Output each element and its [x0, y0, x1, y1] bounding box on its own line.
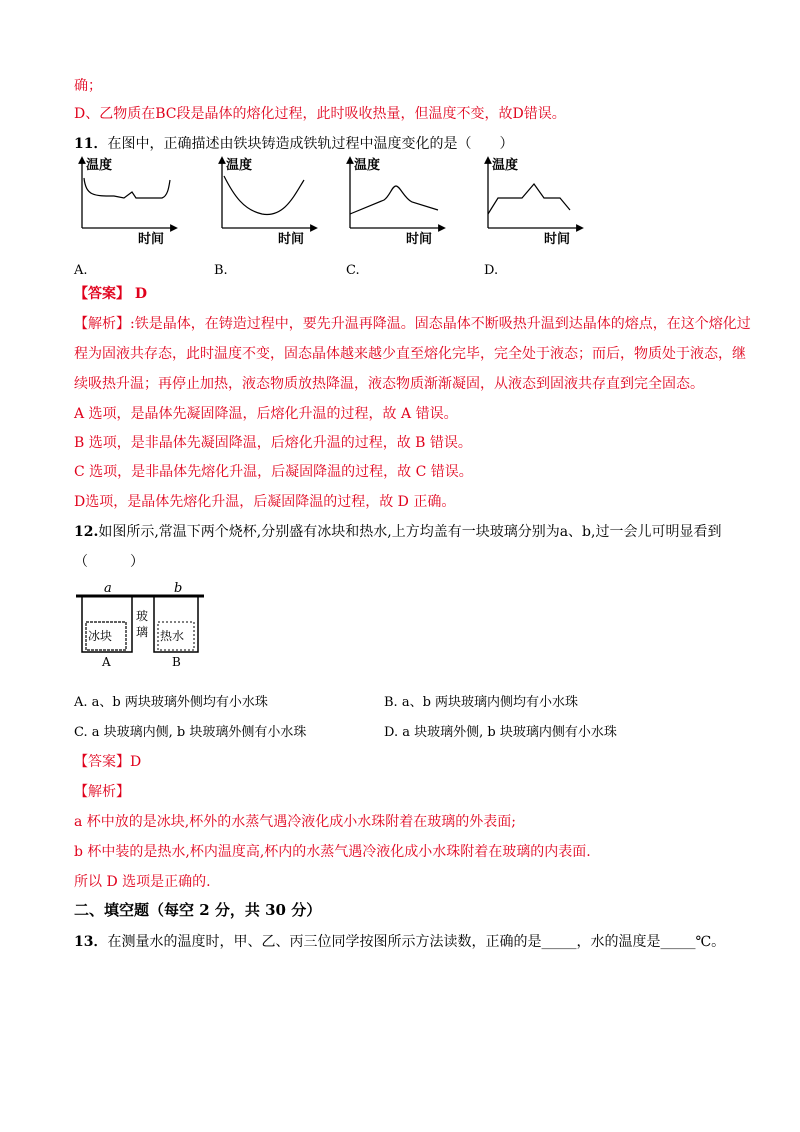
- q11-analysis-1: 【解析】:铁是晶体，在铸造过程中，要先升温再降温。固态晶体不断吸热升温到达晶体的熔点，在这个熔化过: [74, 316, 751, 332]
- q12-explain-2: b 杯中装的是热水,杯内温度高,杯内的水蒸气遇冷液化成小水珠附着在玻璃的内表面.: [74, 844, 591, 860]
- glass-b-label: b: [174, 581, 183, 596]
- glass-a-label: a: [104, 581, 112, 596]
- q11-answer: 【答案】 D: [74, 286, 148, 302]
- q12-option-b: B. a、b 两块玻璃内侧均有小水珠: [384, 695, 579, 710]
- section-heading: 二、填空题（每空 2 分，共 30 分）: [74, 901, 322, 919]
- ice-label: 冰块: [88, 629, 113, 643]
- question-number: 11．: [74, 136, 108, 152]
- question-number: 12.: [74, 524, 99, 540]
- q11-explain-b: B 选项，是非晶体先凝固降温，后熔化升温的过程，故 B 错误。: [74, 435, 472, 451]
- glass-word-2: 璃: [136, 625, 149, 639]
- q11-option-d: D.: [484, 263, 499, 278]
- q12-option-c: C. a 块玻璃内侧, b 块玻璃外侧有小水珠: [74, 725, 307, 740]
- beaker-b-label: B: [172, 655, 181, 669]
- q12-option-d: D. a 块玻璃外侧, b 块玻璃内侧有小水珠: [384, 725, 617, 740]
- q11-option-c: C.: [346, 263, 360, 278]
- graph-a: [82, 157, 174, 247]
- y-label: 温度: [86, 158, 113, 173]
- q11-analysis-3: 续吸热升温；再停止加热，液态物质放热降温，液态物质渐渐凝固，从液态到固液共存直到完全固态。: [74, 376, 704, 392]
- beaker-a: [82, 596, 132, 669]
- question-12-paren: （ ）: [74, 554, 144, 570]
- q11-explain-c: C 选项，是非晶体先熔化升温，后凝固降温的过程，故 C 错误。: [74, 464, 473, 480]
- x-label: 时间: [278, 232, 305, 247]
- q12-option-a: A. a、b 两块玻璃外侧均有小水珠: [74, 695, 268, 710]
- beaker-b: [154, 596, 198, 669]
- x-label: 时间: [138, 232, 165, 247]
- beaker-a-label: A: [102, 655, 111, 669]
- q12-answer: 【答案】D: [74, 754, 142, 770]
- q11-explain-a: A 选项，是晶体先凝固降温，后熔化升温的过程，故 A 错误。: [74, 406, 458, 422]
- question-12: [74, 522, 721, 542]
- x-label: 时间: [544, 232, 571, 247]
- q11-option-a: A.: [74, 263, 88, 278]
- q11-analysis-2: 程为固液共存态，此时温度不变，固态晶体越来越少直至熔化完毕，完全处于液态；而后，物质处于液态，继: [74, 346, 746, 362]
- prev-explanation-d: D、乙物质在BC段是晶体的熔化过程，此时吸收热量，但温度不变，故D错误。: [74, 106, 566, 122]
- question-text: 如图所示,常温下两个烧杯,分别盛有冰块和热水,上方均盖有一块玻璃分别为a、b,过一会儿可明显看到: [98, 524, 722, 540]
- q12-explain-1: a 杯中放的是冰块,杯外的水蒸气遇冷液化成小水珠附着在玻璃的外表面;: [74, 814, 516, 830]
- graph-c: [350, 157, 442, 247]
- question-13: [74, 932, 725, 952]
- hot-water-label: 热水: [160, 629, 185, 643]
- x-label: 时间: [406, 232, 433, 247]
- y-label: 温度: [354, 158, 381, 173]
- y-label: 温度: [492, 158, 519, 173]
- question-11: [74, 134, 513, 154]
- q12-beaker-figure: [74, 578, 214, 668]
- glass-word-1: 玻: [136, 609, 149, 623]
- question-text: 在图中，正确描述由铁块铸造成铁轨过程中温度变化的是（ ）: [107, 136, 514, 152]
- q11-explain-d: D选项，是晶体先熔化升温，后凝固降温的过程，故 D 正确。: [74, 494, 456, 510]
- continued-text: 确；: [74, 78, 102, 94]
- q12-explain-3: 所以 D 选项是正确的.: [74, 874, 211, 890]
- question-text: 在测量水的温度时，甲、乙、丙三位同学按图所示方法读数，正确的是_____，水的温度是_____℃。: [107, 934, 726, 950]
- q12-analysis-heading: 【解析】: [74, 784, 130, 800]
- question-number: 13．: [74, 934, 108, 950]
- graph-d: [488, 157, 580, 247]
- q11-option-b: B.: [214, 263, 228, 278]
- graph-b: [222, 157, 314, 247]
- q11-graphs: [74, 156, 594, 256]
- y-label: 温度: [226, 158, 253, 173]
